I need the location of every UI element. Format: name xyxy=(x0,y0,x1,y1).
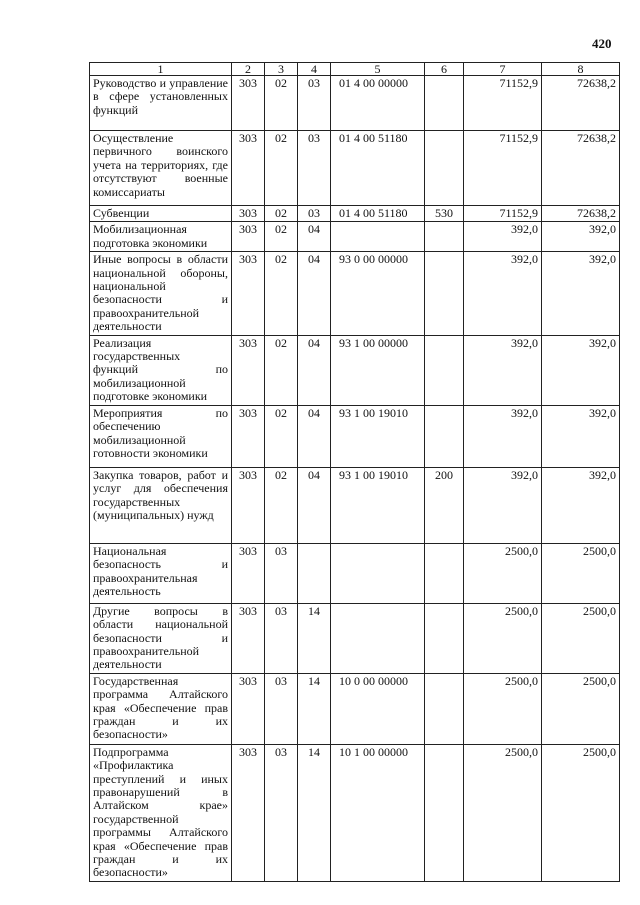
sum2-cell: 2500,0 xyxy=(542,673,620,744)
header-cell: 4 xyxy=(298,63,331,76)
vr-cell xyxy=(425,222,464,252)
header-row xyxy=(90,63,620,76)
sum1-cell: 2500,0 xyxy=(464,543,542,603)
table-row xyxy=(90,76,620,131)
csr-cell xyxy=(331,603,425,673)
pr-cell: 03 xyxy=(298,131,331,206)
table-row xyxy=(90,744,620,881)
vr-cell xyxy=(425,252,464,335)
ved-cell: 303 xyxy=(232,76,265,131)
row-name: Субвенции xyxy=(90,206,232,222)
ved-cell: 303 xyxy=(232,673,265,744)
table-row xyxy=(90,543,620,603)
row-name: Мобилизационная подготовка экономики xyxy=(90,222,232,252)
row-name: Иные вопросы в области национальной обороны, национальной безопасности и правоохранительной деятельности xyxy=(90,252,232,335)
ved-cell: 303 xyxy=(232,222,265,252)
sum2-cell: 2500,0 xyxy=(542,744,620,881)
header-cell: 8 xyxy=(542,63,620,76)
ved-cell: 303 xyxy=(232,252,265,335)
table-row xyxy=(90,335,620,405)
vr-cell xyxy=(425,131,464,206)
sum2-cell: 392,0 xyxy=(542,467,620,543)
table-row xyxy=(90,603,620,673)
ved-cell: 303 xyxy=(232,405,265,467)
rz-cell: 03 xyxy=(265,603,298,673)
header-cell: 6 xyxy=(425,63,464,76)
pr-cell: 04 xyxy=(298,222,331,252)
pr-cell: 14 xyxy=(298,744,331,881)
row-name: Национальная безопасность и правоохранительная деятельность xyxy=(90,543,232,603)
header-cell: 3 xyxy=(265,63,298,76)
csr-cell: 93 0 00 00000 xyxy=(331,252,425,335)
rz-cell: 02 xyxy=(265,222,298,252)
sum1-cell: 392,0 xyxy=(464,405,542,467)
rz-cell: 02 xyxy=(265,252,298,335)
vr-cell xyxy=(425,335,464,405)
rz-cell: 03 xyxy=(265,744,298,881)
ved-cell: 303 xyxy=(232,603,265,673)
csr-cell: 93 1 00 19010 xyxy=(331,467,425,543)
sum1-cell: 392,0 xyxy=(464,467,542,543)
table-row xyxy=(90,222,620,252)
table-row xyxy=(90,131,620,206)
vr-cell xyxy=(425,405,464,467)
budget-table xyxy=(89,62,620,882)
pr-cell: 14 xyxy=(298,603,331,673)
ved-cell: 303 xyxy=(232,335,265,405)
csr-cell: 10 1 00 00000 xyxy=(331,744,425,881)
csr-cell xyxy=(331,543,425,603)
pr-cell: 03 xyxy=(298,206,331,222)
rz-cell: 03 xyxy=(265,543,298,603)
header-cell: 2 xyxy=(232,63,265,76)
ved-cell: 303 xyxy=(232,206,265,222)
table-row xyxy=(90,206,620,222)
ved-cell: 303 xyxy=(232,744,265,881)
csr-cell: 93 1 00 00000 xyxy=(331,335,425,405)
sum2-cell: 392,0 xyxy=(542,335,620,405)
row-name: Другие вопросы в области национальной безопасности и правоохранительной деятельности xyxy=(90,603,232,673)
sum2-cell: 72638,2 xyxy=(542,76,620,131)
sum1-cell: 392,0 xyxy=(464,252,542,335)
sum1-cell: 2500,0 xyxy=(464,744,542,881)
header-cell: 1 xyxy=(90,63,232,76)
sum2-cell: 72638,2 xyxy=(542,131,620,206)
row-name: Мероприятия по обеспечению мобилизационной готовности экономики xyxy=(90,405,232,467)
pr-cell: 04 xyxy=(298,467,331,543)
pr-cell: 03 xyxy=(298,76,331,131)
sum2-cell: 72638,2 xyxy=(542,206,620,222)
csr-cell: 01 4 00 51180 xyxy=(331,131,425,206)
ved-cell: 303 xyxy=(232,543,265,603)
page-number: 420 xyxy=(592,36,612,51)
vr-cell xyxy=(425,76,464,131)
csr-cell: 01 4 00 00000 xyxy=(331,76,425,131)
rz-cell: 02 xyxy=(265,131,298,206)
pr-cell: 04 xyxy=(298,335,331,405)
rz-cell: 02 xyxy=(265,335,298,405)
table-row xyxy=(90,467,620,543)
table-row xyxy=(90,252,620,335)
sum1-cell: 2500,0 xyxy=(464,603,542,673)
rz-cell: 02 xyxy=(265,467,298,543)
sum1-cell: 71152,9 xyxy=(464,131,542,206)
sum1-cell: 392,0 xyxy=(464,335,542,405)
vr-cell xyxy=(425,543,464,603)
ved-cell: 303 xyxy=(232,131,265,206)
rz-cell: 02 xyxy=(265,405,298,467)
ved-cell: 303 xyxy=(232,467,265,543)
pr-cell xyxy=(298,543,331,603)
vr-cell: 200 xyxy=(425,467,464,543)
rz-cell: 02 xyxy=(265,206,298,222)
row-name: Закупка товаров, работ и услуг для обеспечения государственных (муниципальных) нужд xyxy=(90,467,232,543)
rz-cell: 03 xyxy=(265,673,298,744)
sum1-cell: 71152,9 xyxy=(464,206,542,222)
csr-cell xyxy=(331,222,425,252)
row-name: Государственная программа Алтайского края «Обеспечение прав граждан и их безопасности» xyxy=(90,673,232,744)
header-cell: 7 xyxy=(464,63,542,76)
sum2-cell: 392,0 xyxy=(542,252,620,335)
row-name: Реализация государственных функций по мобилизационной подготовке экономики xyxy=(90,335,232,405)
csr-cell: 10 0 00 00000 xyxy=(331,673,425,744)
header-cell: 5 xyxy=(331,63,425,76)
sum2-cell: 2500,0 xyxy=(542,543,620,603)
pr-cell: 14 xyxy=(298,673,331,744)
table-row xyxy=(90,405,620,467)
sum1-cell: 71152,9 xyxy=(464,76,542,131)
csr-cell: 01 4 00 51180 xyxy=(331,206,425,222)
pr-cell: 04 xyxy=(298,252,331,335)
vr-cell xyxy=(425,673,464,744)
sum2-cell: 392,0 xyxy=(542,405,620,467)
pr-cell: 04 xyxy=(298,405,331,467)
row-name: Осуществление первичного воинского учета на территориях, где отсутствуют военные комиссариаты xyxy=(90,131,232,206)
vr-cell: 530 xyxy=(425,206,464,222)
sum1-cell: 392,0 xyxy=(464,222,542,252)
sum1-cell: 2500,0 xyxy=(464,673,542,744)
sum2-cell: 2500,0 xyxy=(542,603,620,673)
table-row xyxy=(90,673,620,744)
row-name: Подпрограмма «Профилактика преступлений и иных правонарушений в Алтайском крае» государственной программы Алтайского края «Обеспечение прав граждан и их безопасности» xyxy=(90,744,232,881)
vr-cell xyxy=(425,603,464,673)
sum2-cell: 392,0 xyxy=(542,222,620,252)
rz-cell: 02 xyxy=(265,76,298,131)
vr-cell xyxy=(425,744,464,881)
row-name: Руководство и управление в сфере установленных функций xyxy=(90,76,232,131)
csr-cell: 93 1 00 19010 xyxy=(331,405,425,467)
